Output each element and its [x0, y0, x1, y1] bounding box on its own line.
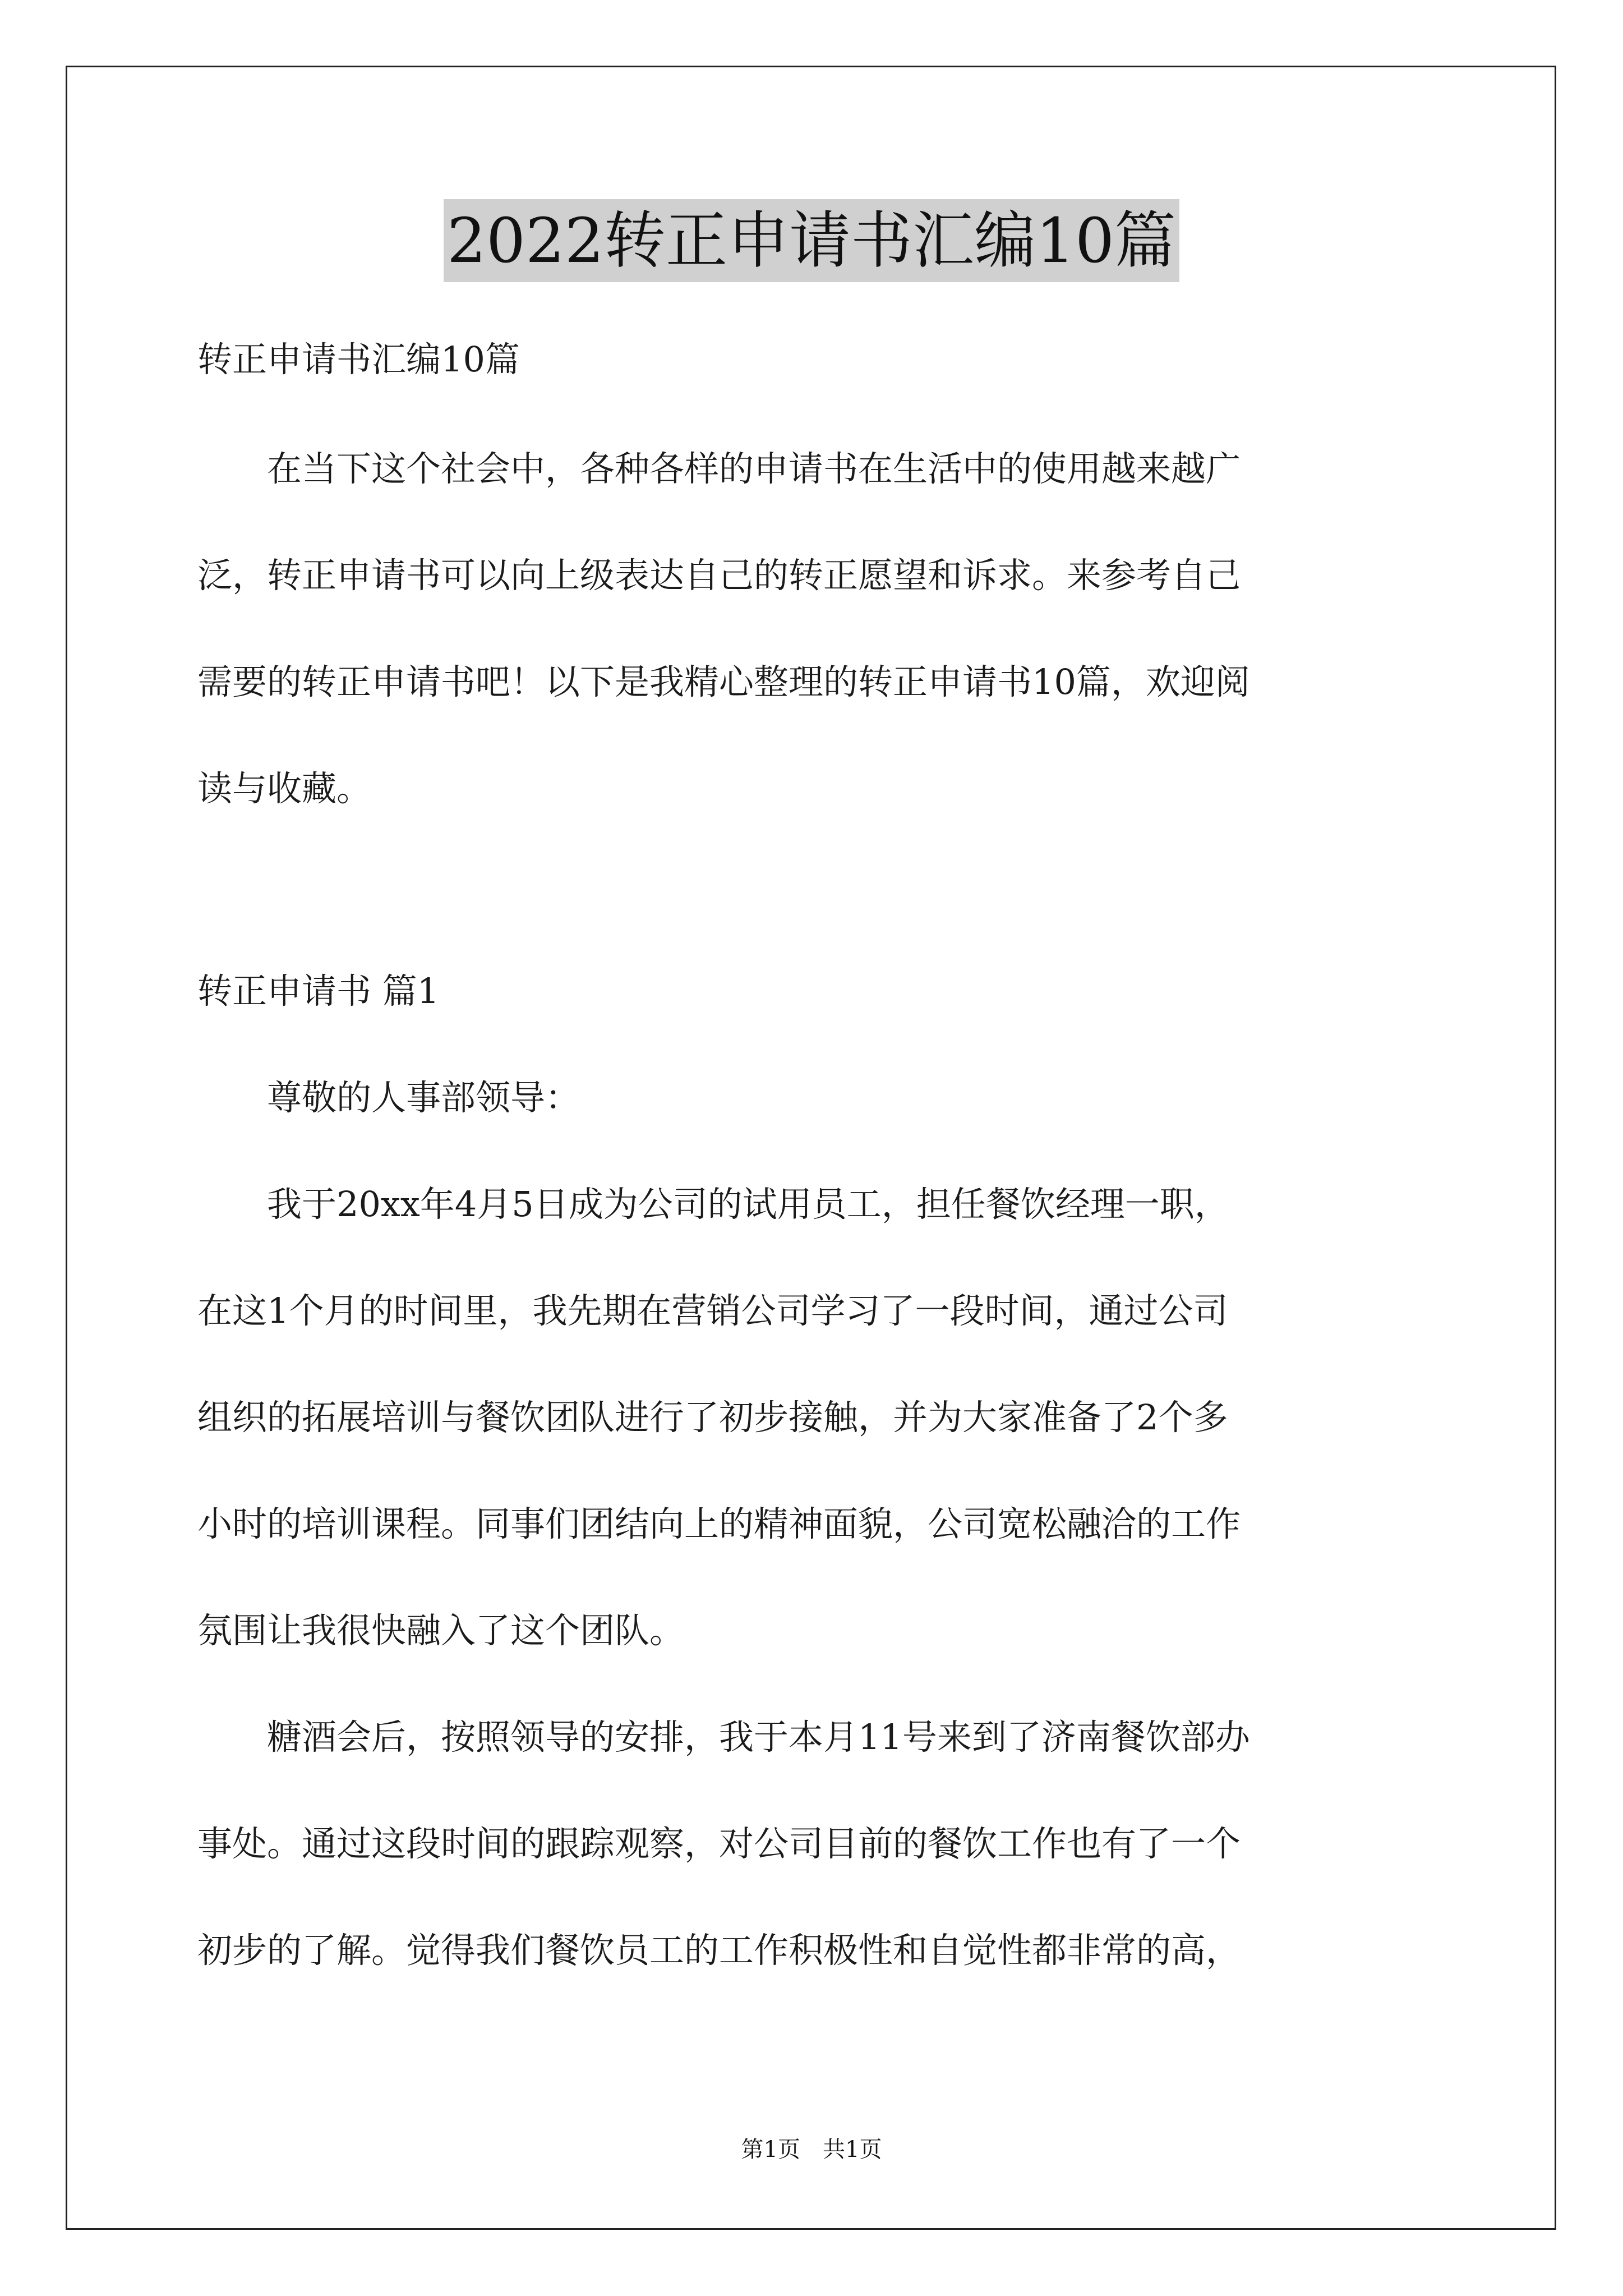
paragraph-line: 我于20xx年4月5日成为公司的试用员工，担任餐饮经理一职， [197, 1184, 1229, 1225]
paragraph-line: 组织的拓展培训与餐饮团队进行了初步接触，并为大家准备了2个多 [197, 1397, 1228, 1438]
paragraph-line: 读与收藏。 [197, 768, 372, 809]
subtitle: 转正申请书汇编10篇 [197, 339, 520, 380]
paragraph-line: 糖酒会后，按照领导的安排，我于本月11号来到了济南餐饮部办 [197, 1717, 1250, 1757]
paragraph-line: 氛围让我很快融入了这个团队。 [197, 1610, 685, 1651]
document-body [197, 339, 1459, 1971]
paragraph-line: 初步的了解。觉得我们餐饮员工的工作积极性和自觉性都非常的高， [197, 1930, 1241, 1971]
paragraph-line: 在这1个月的时间里，我先期在营销公司学习了一段时间，通过公司 [197, 1290, 1228, 1331]
paragraph-line: 需要的转正申请书吧！以下是我精心整理的转正申请书10篇，欢迎阅 [197, 661, 1250, 702]
title-wrap [0, 199, 1623, 282]
document-title: 2022转正申请书汇编10篇 [444, 199, 1179, 282]
paragraph-line: 在当下这个社会中，各种各样的申请书在生活中的使用越来越广 [197, 448, 1241, 489]
salutation: 尊敬的人事部领导： [197, 1077, 580, 1118]
paragraph-line: 小时的培训课程。同事们团结向上的精神面貌，公司宽松融洽的工作 [197, 1503, 1241, 1544]
section-heading: 转正申请书 篇1 [197, 970, 440, 1011]
paragraph-line: 事处。通过这段时间的跟踪观察，对公司目前的餐饮工作也有了一个 [197, 1823, 1241, 1864]
paragraph-line: 泛，转正申请书可以向上级表达自己的转正愿望和诉求。来参考自己 [197, 555, 1241, 596]
page-footer: 第1页 共1页 [741, 2137, 882, 2162]
